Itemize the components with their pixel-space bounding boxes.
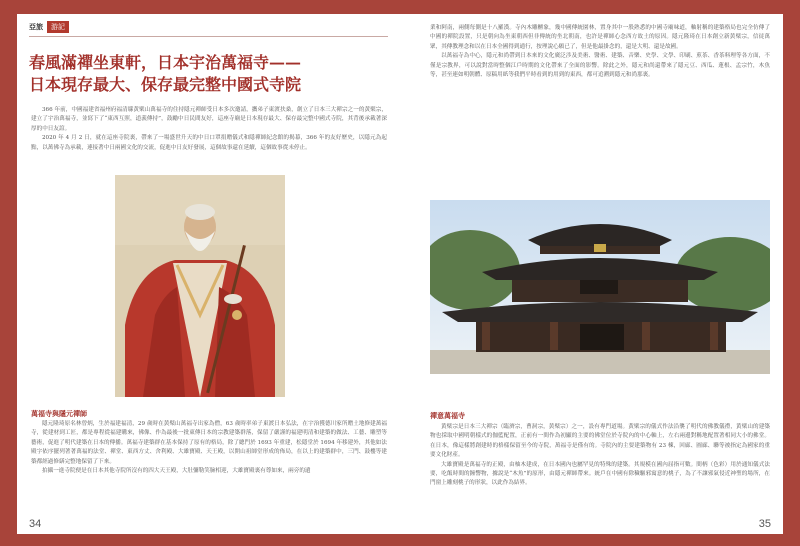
intro-paragraph: 366 年前，中國福建省福州府福清縣黃檗山萬福寺的住持隱元禪師受日本多次邀請，攜弟子東渡扶桑，創立了日本三大禪宗之一的黃檗宗，建立了宇治萬福寺，並寫下了“東西互照，道義傳持”，鼓勵中日民間友好，這座寺廟是日本現存最大、保存最完整中國式寺院，其背後承載著深厚的中日友誼。	[31, 107, 387, 132]
section-text	[430, 423, 770, 518]
section-paragraph: 黃檗宗是日本三大禪宗（臨濟宗，曹洞宗，黃檗宗）之一，設有專門道場。黃檗宗的儀式作法沿襲了明代的佛教儀禮，黃檗山的建築物也採取中國明朝樣式的伽藍配置，正前有一間作為初顯的主要的佛堂位於寺院內的中心軸上，左右兩邊對稱地配置著相同大小的佛堂。在日本，像這樣將創建時的格樣保留至今的寺院，萬福寺是僅有的。寺院內的主要建築物有 23 棟，回廊、圓廊、聯等被指定為國家的重要文化財產。	[430, 424, 770, 459]
section-text	[31, 420, 387, 516]
article-title	[29, 52, 389, 96]
section-heading: 萬福寺與隱元禪師	[31, 409, 87, 418]
page-number: 35	[758, 518, 771, 530]
page-header	[29, 20, 69, 34]
right-page	[400, 14, 783, 534]
intro-paragraph: 2020 年 4 月 2 日，就在這座寺院裏，帶來了一場盛世升天的中日口罩捐贈儀式和隱禪師紀念館的揭幕，366 年的友好歷史，以隱元為起點，以萬佛寺為承載，連接著中日兩國文化的交流，促進中日友好發展，這個故事還在延續，這個故事從未停止。	[31, 135, 387, 151]
title-line-2: 日本現存最大、保存最完整中國式寺院	[29, 75, 302, 94]
page-number: 34	[29, 518, 42, 530]
header-section: 亞旅	[29, 22, 43, 31]
section-paragraph: 隱元隆琦原名林曾炳，生於福建福清，29 歲時在黃檗山萬福寺出家為僧，63 歲時率弟子東渡日本弘法，在宇治獲德川家所贈土地修建萬福寺，從建材到工匠，都是專程從福建購來，佛像、作為最後一批東傳日本的宗教建築群落，保留了嚴謹的福建明清和建築的做法、工藝、雕塑等藝術，促進了明代建築在日本的傳播。萬福寺建築群在基本保持了原有的格局，除了總門於 1693 年重建，松隱堂於 1694 年移建外，其他如法殿字依序擺列著著萬福的法堂、禪堂、東西方丈、舍利殿、大雄寶殿、天王殿，以開山祖師堂形成的佈局，在以上的建築群中，三門、鼓樓等建築都經過修繕完整地保留了下來。	[31, 421, 387, 465]
header-divider	[29, 36, 388, 37]
header-tag: 游記	[47, 21, 69, 33]
section-paragraph: 大雄寶殿是萬福寺的正殿，由柚木建成，在日本國內也屬罕見的特殊的建築。其規模在國內屈指可數。間柄（色彩）用於通知儀式法要，吃飯時間的鐘響物，據說是“木魚”的原形，由隱元禪師帶來。統戶在中國有除穢驅邪寓意的桃子，為了不讓邪氣侵近神聖的場所，在門窗上雕刻桃子的形狀，以此作為結界。	[430, 461, 770, 487]
left-page	[17, 14, 400, 534]
portrait-painting-image	[115, 175, 285, 397]
section-paragraph: 拍攝一進寺院便是在日本其他寺院所沒有的四大天王殿，大肚彌勒笑臉相迎，大雄寶殿裏有尊如來，兩旁的遺	[42, 468, 311, 475]
continued-paragraph: 業和阿南，兩側每側是十八羅漢。寺內木雕櫃象，幾中國傳統園林，置身其中一股熟悉的中國寺廟味道，軸射稱的建築格局也完全仿傳了中國的禪院設置，只是朝向為坐東朝西但非傳統的坐北朝南，也許是禪師心念西方故土的原因。隱元隆琦在日本創立新黃檗宗，信徒萬眾，其傳教理念和以在日本全國得到通行，按理說心願已了，但是他最掛念的，還是大明、還是故國。	[430, 25, 770, 50]
intro-text	[31, 106, 387, 182]
continued-paragraph: 以萬福寺為中心，隱元和尚帶到日本來的文化廣泛涉及美術、醫術、建築、音樂、史學、文學、印刷、煎茶、香茶料理等各方面，不僅是宗教界，可以說對當時整個江戶時期的文化帶來了全面的影響。除此之外，隱元和尚還帶來了隱元豆、西瓜、蓮根、孟宗竹，木魚等，甚至連如明朝體、原稿用紙等我們平時看到的用到的東西，都可追溯到隱元和尚那裏。	[430, 53, 770, 79]
continued-text	[430, 24, 770, 164]
title-line-1: 春風滿禪坐東軒，日本宇治萬福寺——	[29, 53, 302, 72]
temple-photo-image	[430, 200, 770, 374]
section-heading: 禪意萬福寺	[430, 411, 465, 420]
